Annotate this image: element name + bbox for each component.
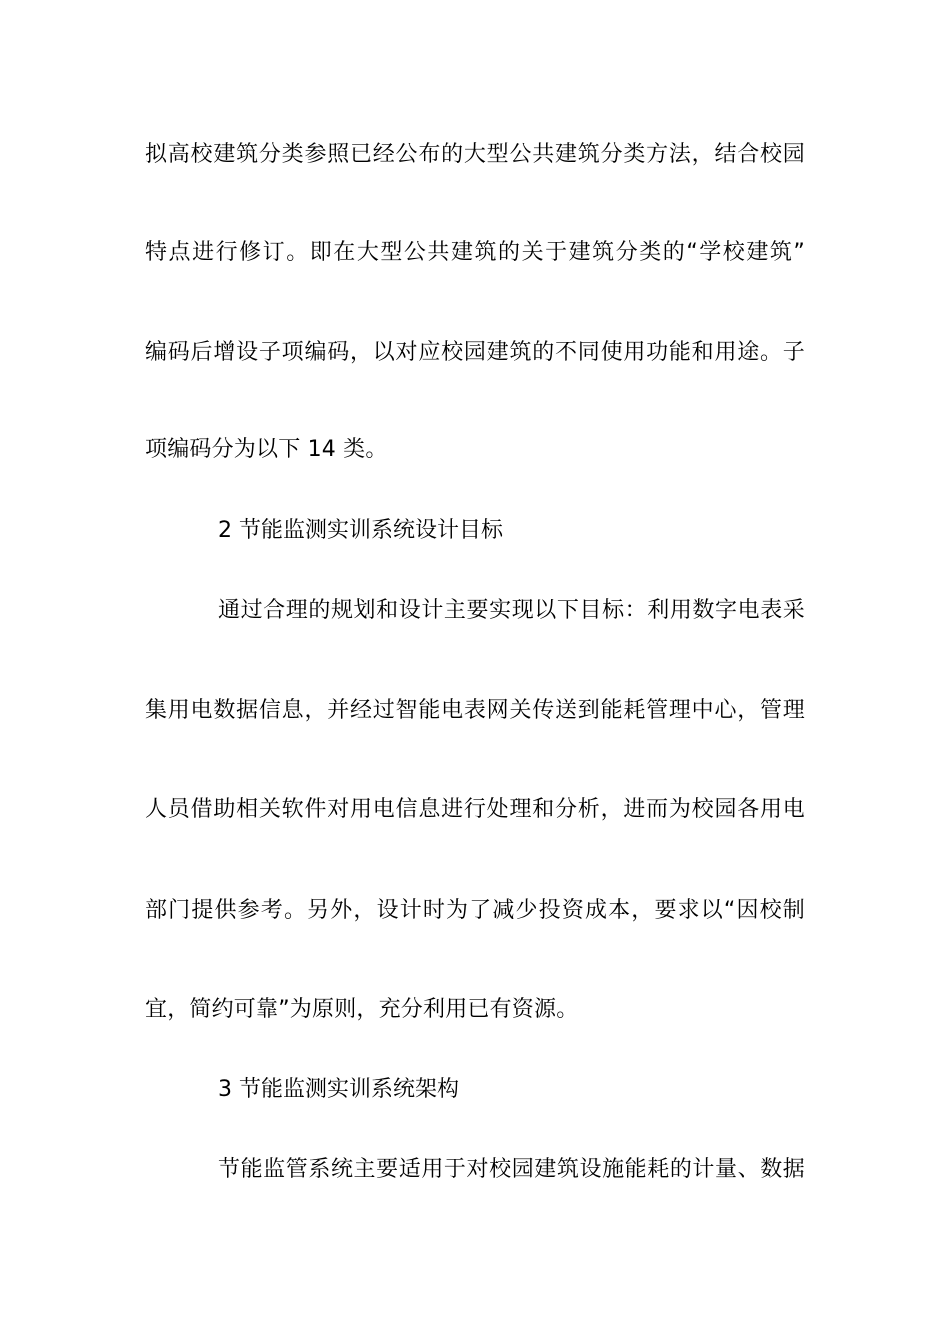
paragraph-line: 集用电数据信息，并经过智能电表网关传送到能耗管理中心，管理 (145, 698, 805, 723)
paragraph-line: 编码后增设子项编码，以对应校园建筑的不同使用功能和用途。子 (145, 340, 805, 365)
paragraph-line: 节能监管系统主要适用于对校园建筑设施能耗的计量、数据 (218, 1157, 805, 1182)
paragraph-line: 宜，简约可靠”为原则，充分利用已有资源。 (145, 997, 579, 1022)
section-heading-architecture: 3 节能监测实训系统架构 (218, 1077, 459, 1102)
paragraph-line: 特点进行修订。即在大型公共建筑的关于建筑分类的“学校建筑” (145, 240, 805, 265)
paragraph-line: 部门提供参考。另外，设计时为了减少投资成本，要求以“因校制 (145, 898, 805, 923)
paragraph-line: 人员借助相关软件对用电信息进行处理和分析，进而为校园各用电 (145, 797, 805, 822)
section-heading-design-goals: 2 节能监测实训系统设计目标 (218, 518, 503, 543)
paragraph-line: 项编码分为以下 14 类。 (145, 437, 388, 462)
paragraph-line: 通过合理的规划和设计主要实现以下目标：利用数字电表采 (218, 598, 805, 623)
paragraph-line: 拟高校建筑分类参照已经公布的大型公共建筑分类方法，结合校园 (145, 142, 805, 167)
